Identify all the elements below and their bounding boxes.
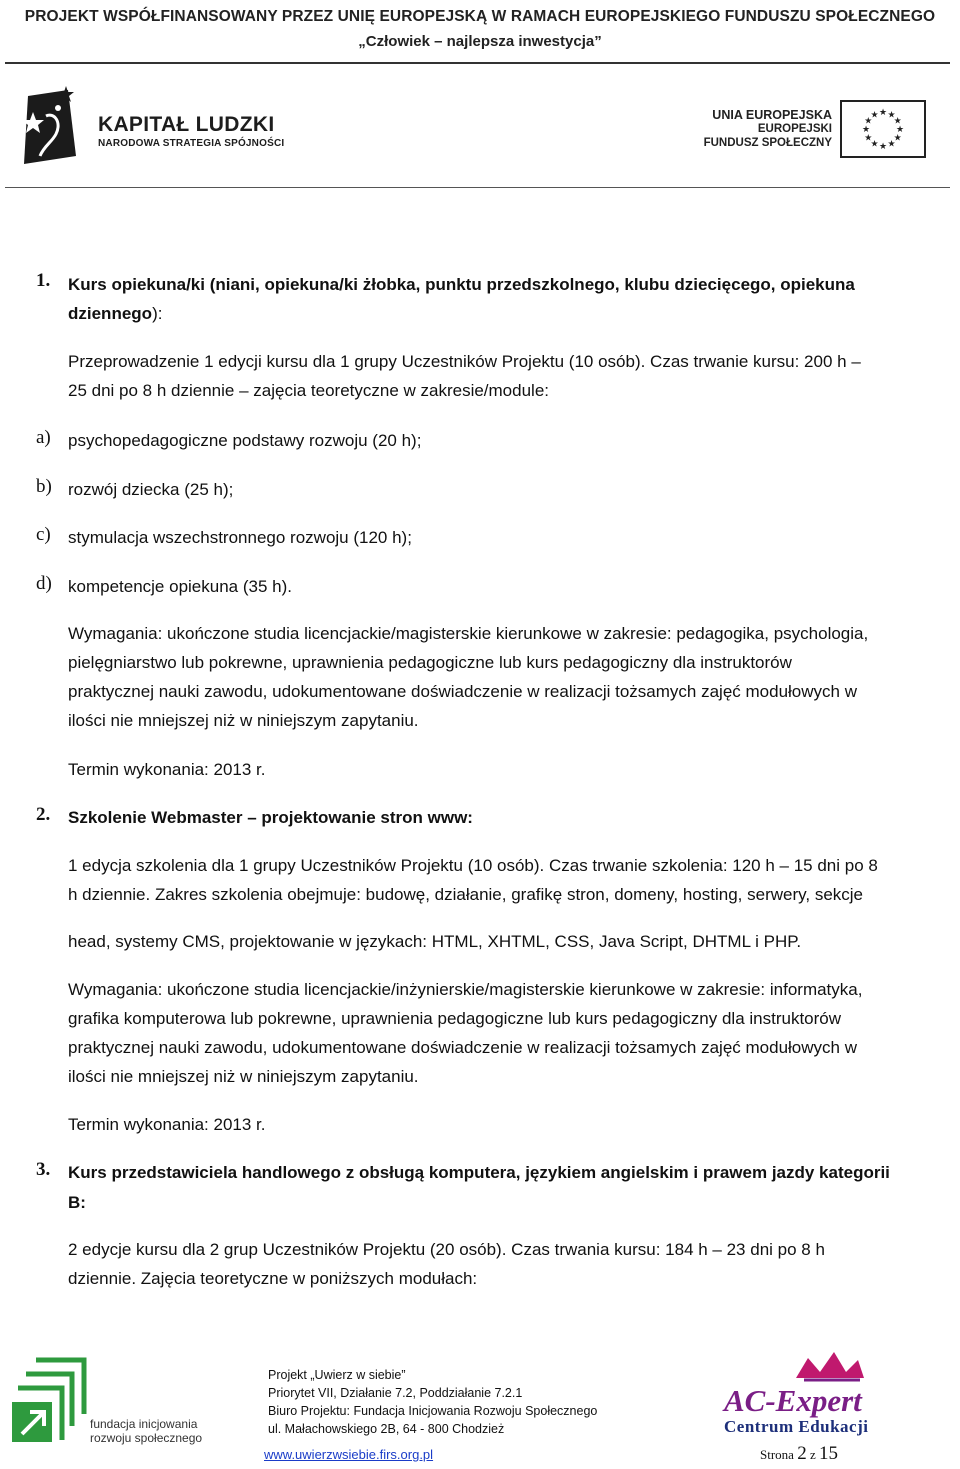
section-2-number: 2. <box>36 804 51 825</box>
fundacja-logo-icon <box>10 1356 88 1460</box>
eu-label-line1: UNIA EUROPEJSKA <box>712 108 832 122</box>
section-3-number: 3. <box>36 1159 51 1180</box>
fundacja-logo-text <box>90 1417 202 1445</box>
page-total: 15 <box>818 1443 838 1464</box>
eu-star-icon: ★ <box>887 109 896 120</box>
footer-priority: Priorytet VII, Działanie 7.2, Poddziałanie 7.2.1 <box>268 1386 523 1400</box>
section-2-req-line2: grafika komputerowa lub pokrewne, uprawnienia pedagogiczne lub kurs pedagogiczny dla instruktorów <box>68 1009 842 1028</box>
eu-label-line2: EUROPEJSKI <box>757 123 832 135</box>
eu-star-icon: ★ <box>861 124 871 134</box>
kapital-ludzki-subtitle: NARODOWA STRATEGIA SPÓJNOŚCI <box>98 138 285 149</box>
section-1-intro-line2: 25 dni po 8 h dziennie – zajęcia teoretyczne w zakresie/module: <box>68 381 550 400</box>
ac-expert-crown-icon <box>790 1350 870 1382</box>
eu-star-icon: ★ <box>878 107 888 117</box>
ac-expert-subtitle: Centrum Edukacji <box>724 1417 869 1436</box>
kapital-ludzki-logo-icon <box>18 86 80 168</box>
header-slogan: „Człowiek – najlepsza inwestycja” <box>358 33 602 50</box>
section-1-term: Termin wykonania: 2013 r. <box>68 760 266 779</box>
ac-expert-name: AC-Expert <box>724 1383 862 1418</box>
section-1-req-line4: ilości nie mniejszej niż w niniejszym zapytaniu. <box>68 711 419 730</box>
section-1-title-suffix: ): <box>152 304 163 323</box>
section-3-title-line2: B: <box>68 1193 86 1212</box>
section-1-req-line2: pielęgniarstwo lub pokrewne, uprawnienia pedagogiczne lub kurs pedagogiczny dla instruktorów <box>68 653 792 672</box>
eu-star-icon: ★ <box>893 132 902 143</box>
fundacja-line2: rozwoju społecznego <box>90 1431 203 1445</box>
page-number <box>760 1443 838 1465</box>
module-c-text: stymulacja wszechstronnego rozwoju (120 h); <box>68 528 412 547</box>
kapital-ludzki-title: KAPITAŁ LUDZKI <box>98 113 275 136</box>
eu-star-icon: ★ <box>895 124 905 134</box>
section-3-intro-line2: dziennie. Zajęcia teoretyczne w poniższych modułach: <box>68 1269 478 1288</box>
module-c-letter: c) <box>36 524 51 545</box>
footer-address: ul. Małachowskiego 2B, 64 - 800 Chodzież <box>268 1422 505 1436</box>
section-1-title-word: dziennego <box>68 304 153 323</box>
fundacja-line1: fundacja inicjowania <box>90 1417 198 1431</box>
header-bottom-divider <box>5 187 950 188</box>
section-2-title: Szkolenie Webmaster – projektowanie stron www: <box>68 808 473 827</box>
module-a-text: psychopedagogiczne podstawy rozwoju (20 h); <box>68 431 422 450</box>
eu-flag-icon <box>840 100 926 158</box>
section-2-intro-line2: h dziennie. Zakres szkolenia obejmuje: budowę, działanie, grafikę stron, domeny, hosting, serwery, sekcje <box>68 885 863 904</box>
header-cofinancing-line: PROJEKT WSPÓŁFINANSOWANY PRZEZ UNIĘ EUROPEJSKĄ W RAMACH EUROPEJSKIEGO FUNDUSZU SPOŁECZNEGO <box>24 8 936 25</box>
module-d-text: kompetencje opiekuna (35 h). <box>68 577 292 596</box>
footer-project-name: Projekt „Uwierz w siebie” <box>268 1368 406 1382</box>
footer-office: Biuro Projektu: Fundacja Inicjowania Rozwoju Społecznego <box>268 1404 598 1418</box>
footer-project-info <box>268 1366 597 1438</box>
eu-star-icon: ★ <box>864 132 873 143</box>
footer-website-link[interactable]: www.uwierzwsiebie.firs.org.pl <box>264 1447 434 1462</box>
section-1-req-line1: Wymagania: ukończone studia licencjackie/magisterskie kierunkowe w zakresie: pedagogika, psychologia, <box>68 624 869 643</box>
eu-fund-label <box>704 108 832 150</box>
module-b-letter: b) <box>36 476 52 497</box>
section-3-intro-line1: 2 edycje kursu dla 2 grup Uczestników Projektu (20 osób). Czas trwania kursu: 184 h – 23 dni po 8 h <box>68 1240 825 1259</box>
section-1-title-line2 <box>68 299 162 328</box>
section-2-req-line3: praktycznej nauki zawodu, udokumentowane doświadczenie w realizacji tożsamych zajęć modułowych w <box>68 1038 857 1057</box>
section-1-number: 1. <box>36 270 51 291</box>
section-1-intro-line1: Przeprowadzenie 1 edycji kursu dla 1 grupy Uczestników Projektu (10 osób). Czas trwanie kursu: 200 h – <box>68 352 861 371</box>
header-divider <box>5 62 950 64</box>
eu-star-icon: ★ <box>893 115 902 126</box>
eu-star-icon: ★ <box>878 141 888 151</box>
section-1-req-line3: praktycznej nauki zawodu, udokumentowane doświadczenie w realizacji tożsamych zajęć modułowych w <box>68 682 857 701</box>
section-2-intro-line3: head, systemy CMS, projektowanie w językach: HTML, XHTML, CSS, Java Script, DHTML i PHP. <box>68 932 802 951</box>
eu-star-icon: ★ <box>870 138 879 149</box>
section-2-term: Termin wykonania: 2013 r. <box>68 1115 266 1134</box>
eu-label-line3: FUNDUSZ SPOŁECZNY <box>703 137 832 149</box>
page-label: Strona <box>760 1447 794 1462</box>
section-2-req-line1: Wymagania: ukończone studia licencjackie/inżynierskie/magisterskie kierunkowe w zakresie: informatyka, <box>68 980 863 999</box>
eu-star-icon: ★ <box>870 109 879 120</box>
page-of: z <box>809 1447 816 1462</box>
section-2-req-line4: ilości nie mniejszej niż w niniejszym zapytaniu. <box>68 1067 419 1086</box>
module-b-text: rozwój dziecka (25 h); <box>68 480 234 499</box>
page-current: 2 <box>797 1443 807 1464</box>
section-2-intro-line1: 1 edycja szkolenia dla 1 grupy Uczestników Projektu (10 osób). Czas trwanie szkolenia: 120 h – 15 dni po 8 <box>68 856 878 875</box>
eu-star-icon: ★ <box>887 138 896 149</box>
module-d-letter: d) <box>36 573 52 594</box>
section-3-title-line1: Kurs przedstawiciela handlowego z obsługą komputera, językiem angielskim i prawem jazdy kategorii <box>68 1163 890 1182</box>
section-1-title-line1: Kurs opiekuna/ki (niani, opiekuna/ki żłobka, punktu przedszkolnego, klubu dziecięcego, opiekuna <box>68 275 855 294</box>
eu-star-icon: ★ <box>864 115 873 126</box>
module-a-letter: a) <box>36 427 51 448</box>
